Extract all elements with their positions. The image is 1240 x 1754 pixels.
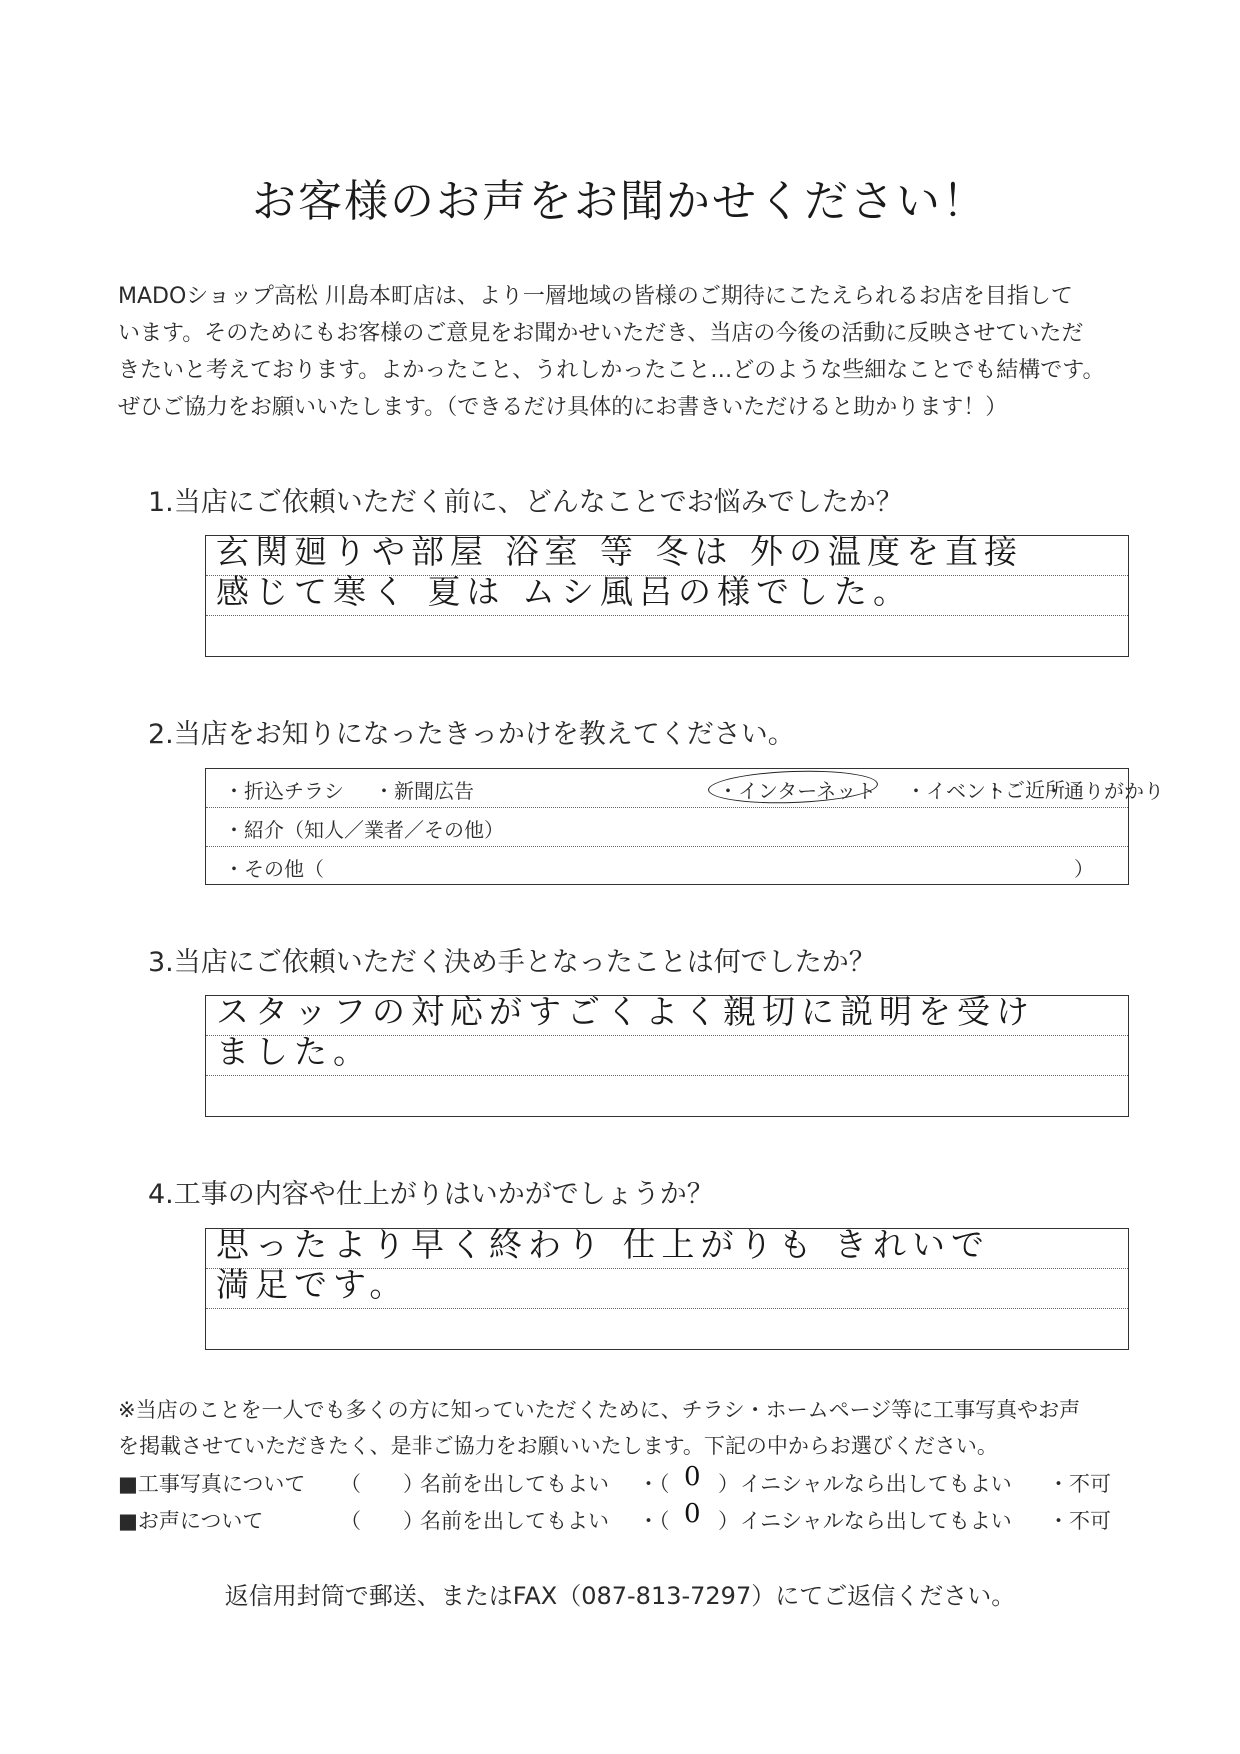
question-3-answer-box[interactable] [205, 992, 1129, 1117]
option-not-allowed[interactable]: ・不可 [1048, 1509, 1111, 1533]
answer-line [206, 572, 1128, 616]
blank-name-choice[interactable]: （ ） [340, 1472, 424, 1496]
option-neighbor[interactable]: ・ご近所 [985, 778, 1065, 802]
question-4-answer-box[interactable] [205, 1225, 1129, 1350]
intro-line: ぜひご協力をお願いいたします。（できるだけ具体的にお書きいただけると助かります！） [118, 395, 1008, 420]
question-1-label: 1.当店にご依頼いただく前に、どんなことでお悩みでしたか？ [148, 487, 903, 518]
option-not-allowed[interactable]: ・不可 [1048, 1472, 1111, 1496]
intro-line: います。そのためにもお客様のご意見をお聞かせいただき、当店の今後の活動に反映させていただ [118, 321, 1084, 346]
answer-line [206, 1265, 1128, 1309]
intro-text [118, 278, 1138, 426]
options-row [206, 808, 1128, 847]
option-initial-ok: イニシャルなら出してもよい [740, 1472, 1012, 1496]
option-initial-ok: イニシャルなら出してもよい [740, 1509, 1012, 1533]
handwritten-answer: 思ったより早く終わり 仕上がりも きれいで [216, 1225, 990, 1264]
paren-open: ・（ [638, 1509, 670, 1533]
answer-line [206, 616, 1128, 656]
answer-line [206, 1032, 1128, 1076]
paren-open: ・（ [638, 1472, 670, 1496]
handwritten-mark[interactable]: 0 [684, 1462, 701, 1492]
question-1-answer-box[interactable] [205, 532, 1129, 657]
handwritten-answer: 玄関廻りや部屋 浴室 等 冬は 外の温度を直接 [216, 532, 1023, 571]
intro-line: MADOショップ高松 川島本町店は、より一層地域の皆様のご期待にこたえられるお店を目指して [118, 284, 1073, 309]
notice-line: を掲載させていただきたく、是非ご協力をお願いいたします。下記の中からお選びください。 [118, 1434, 998, 1458]
paren-close: ） [718, 1472, 739, 1496]
option-referral[interactable]: ・紹介（知人／業者／その他） [224, 818, 504, 842]
question-4-label: 4.工事の内容や仕上がりはいかがでしょうか？ [148, 1179, 714, 1210]
notice-line: ※当店のことを一人でも多くの方に知っていただくために、チラシ・ホームページ等に工事写真やお声 [118, 1398, 1081, 1422]
option-flyer[interactable]: ・折込チラシ [224, 779, 344, 803]
option-newspaper[interactable]: ・新聞広告 [374, 779, 474, 803]
handwritten-answer: ました。 [216, 1032, 372, 1071]
blank-name-choice[interactable]: （ ） [340, 1509, 424, 1533]
question-3-label: 3.当店にご依頼いただく決め手となったことは何でしたか？ [148, 947, 876, 978]
page-title: お客様のお声をお聞かせください！ [252, 176, 988, 227]
handwritten-mark[interactable]: 0 [684, 1499, 701, 1529]
paren-close: ） [718, 1509, 739, 1533]
option-other-close: ） [1074, 857, 1094, 881]
option-event[interactable]: ・イベント [906, 779, 1006, 803]
option-name-ok: 名前を出してもよい [420, 1509, 609, 1533]
publication-notice [118, 1392, 1138, 1464]
options-row [206, 847, 1128, 884]
question-2-label: 2.当店をお知りになったきっかけを教えてください。 [148, 719, 795, 750]
handwritten-answer: スタッフの対応がすごくよく親切に説明を受け [216, 992, 1035, 1031]
handwritten-answer: 満足です。 [216, 1265, 409, 1304]
option-other[interactable]: ・その他（ [224, 857, 324, 881]
permission-label: ■工事写真について [118, 1472, 306, 1496]
reply-instructions: 返信用封筒で郵送、またはFAX（087-813-7297）にてご返信ください。 [224, 1582, 1016, 1610]
handwritten-answer: 感じて寒く 夏は ムシ風呂の様でした。 [216, 572, 912, 611]
answer-line [206, 1076, 1128, 1116]
option-passing-by[interactable]: ・通りがかり [1044, 779, 1164, 803]
option-name-ok: 名前を出してもよい [420, 1472, 609, 1496]
option-internet[interactable]: ・インターネット [718, 779, 877, 803]
answer-line [206, 1309, 1128, 1349]
intro-line: きたいと考えております。よかったこと、うれしかったこと…どのような些細なことでも結構です。 [118, 358, 1105, 383]
permission-label: ■お声について [118, 1509, 264, 1533]
